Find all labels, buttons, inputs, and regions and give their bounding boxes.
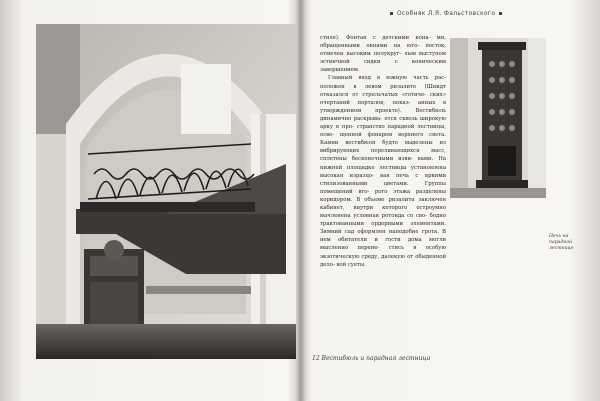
body-text-column: [320, 34, 446, 269]
left-page-caption: 12 Вестибюль и парадная лестница: [312, 355, 431, 362]
body-paragraph: Главный вход в южную часть рас- положен в левом ризалите (Шнидт отказался от стрельчатых «готиче- ских» очертаний порталов, показ- анных в утвержденном проекте). Вестибюль динамично раскрыва- ется сквозь широкую арку в про- странство парадной лестницы, осве- щенной фонарем верхнего света. Камни вестибюля будто выделены из вибрирующих переливающихся масс, сплетены бесконечными изви- вами. На нижней площадке лестницы установлена высокая изразцо- вая печь с яркими стилизованными цветами. Группы помещений вто- рого этажа разделены коридором. В объеме ризалита заключен кабинет, внутри которого остроумно вычленена условная ротонда со сво- бодно трактованными ордерными элементами. Зимний сад оформлен наподобие грота. В нем обитатели и гости дома могли мысленно перене- стись в особую экзотическую среду, далекую от обыденной дело- вой суеты.: [320, 75, 446, 268]
running-head-title: Особняк Л.Я. Фальстовского: [397, 10, 496, 17]
running-head-bullet: [390, 12, 393, 15]
running-head-bullet: [499, 12, 502, 15]
running-head: [390, 10, 580, 17]
stove-photo-illustration: [450, 38, 546, 198]
body-paragraph: стиле). Фонтан с детскими кона- ми, обращенными окнами на юго- восток, отмечен высоким полукруг- лым выступом эстинчной сидки с коническим завершением.: [320, 35, 446, 74]
stove-photo: [450, 38, 546, 198]
vestibule-photo-illustration: [36, 24, 296, 359]
vestibule-photo: [36, 24, 296, 359]
book-gutter: [296, 0, 306, 401]
right-page-caption: Печь на парадной лестнице: [549, 234, 574, 251]
